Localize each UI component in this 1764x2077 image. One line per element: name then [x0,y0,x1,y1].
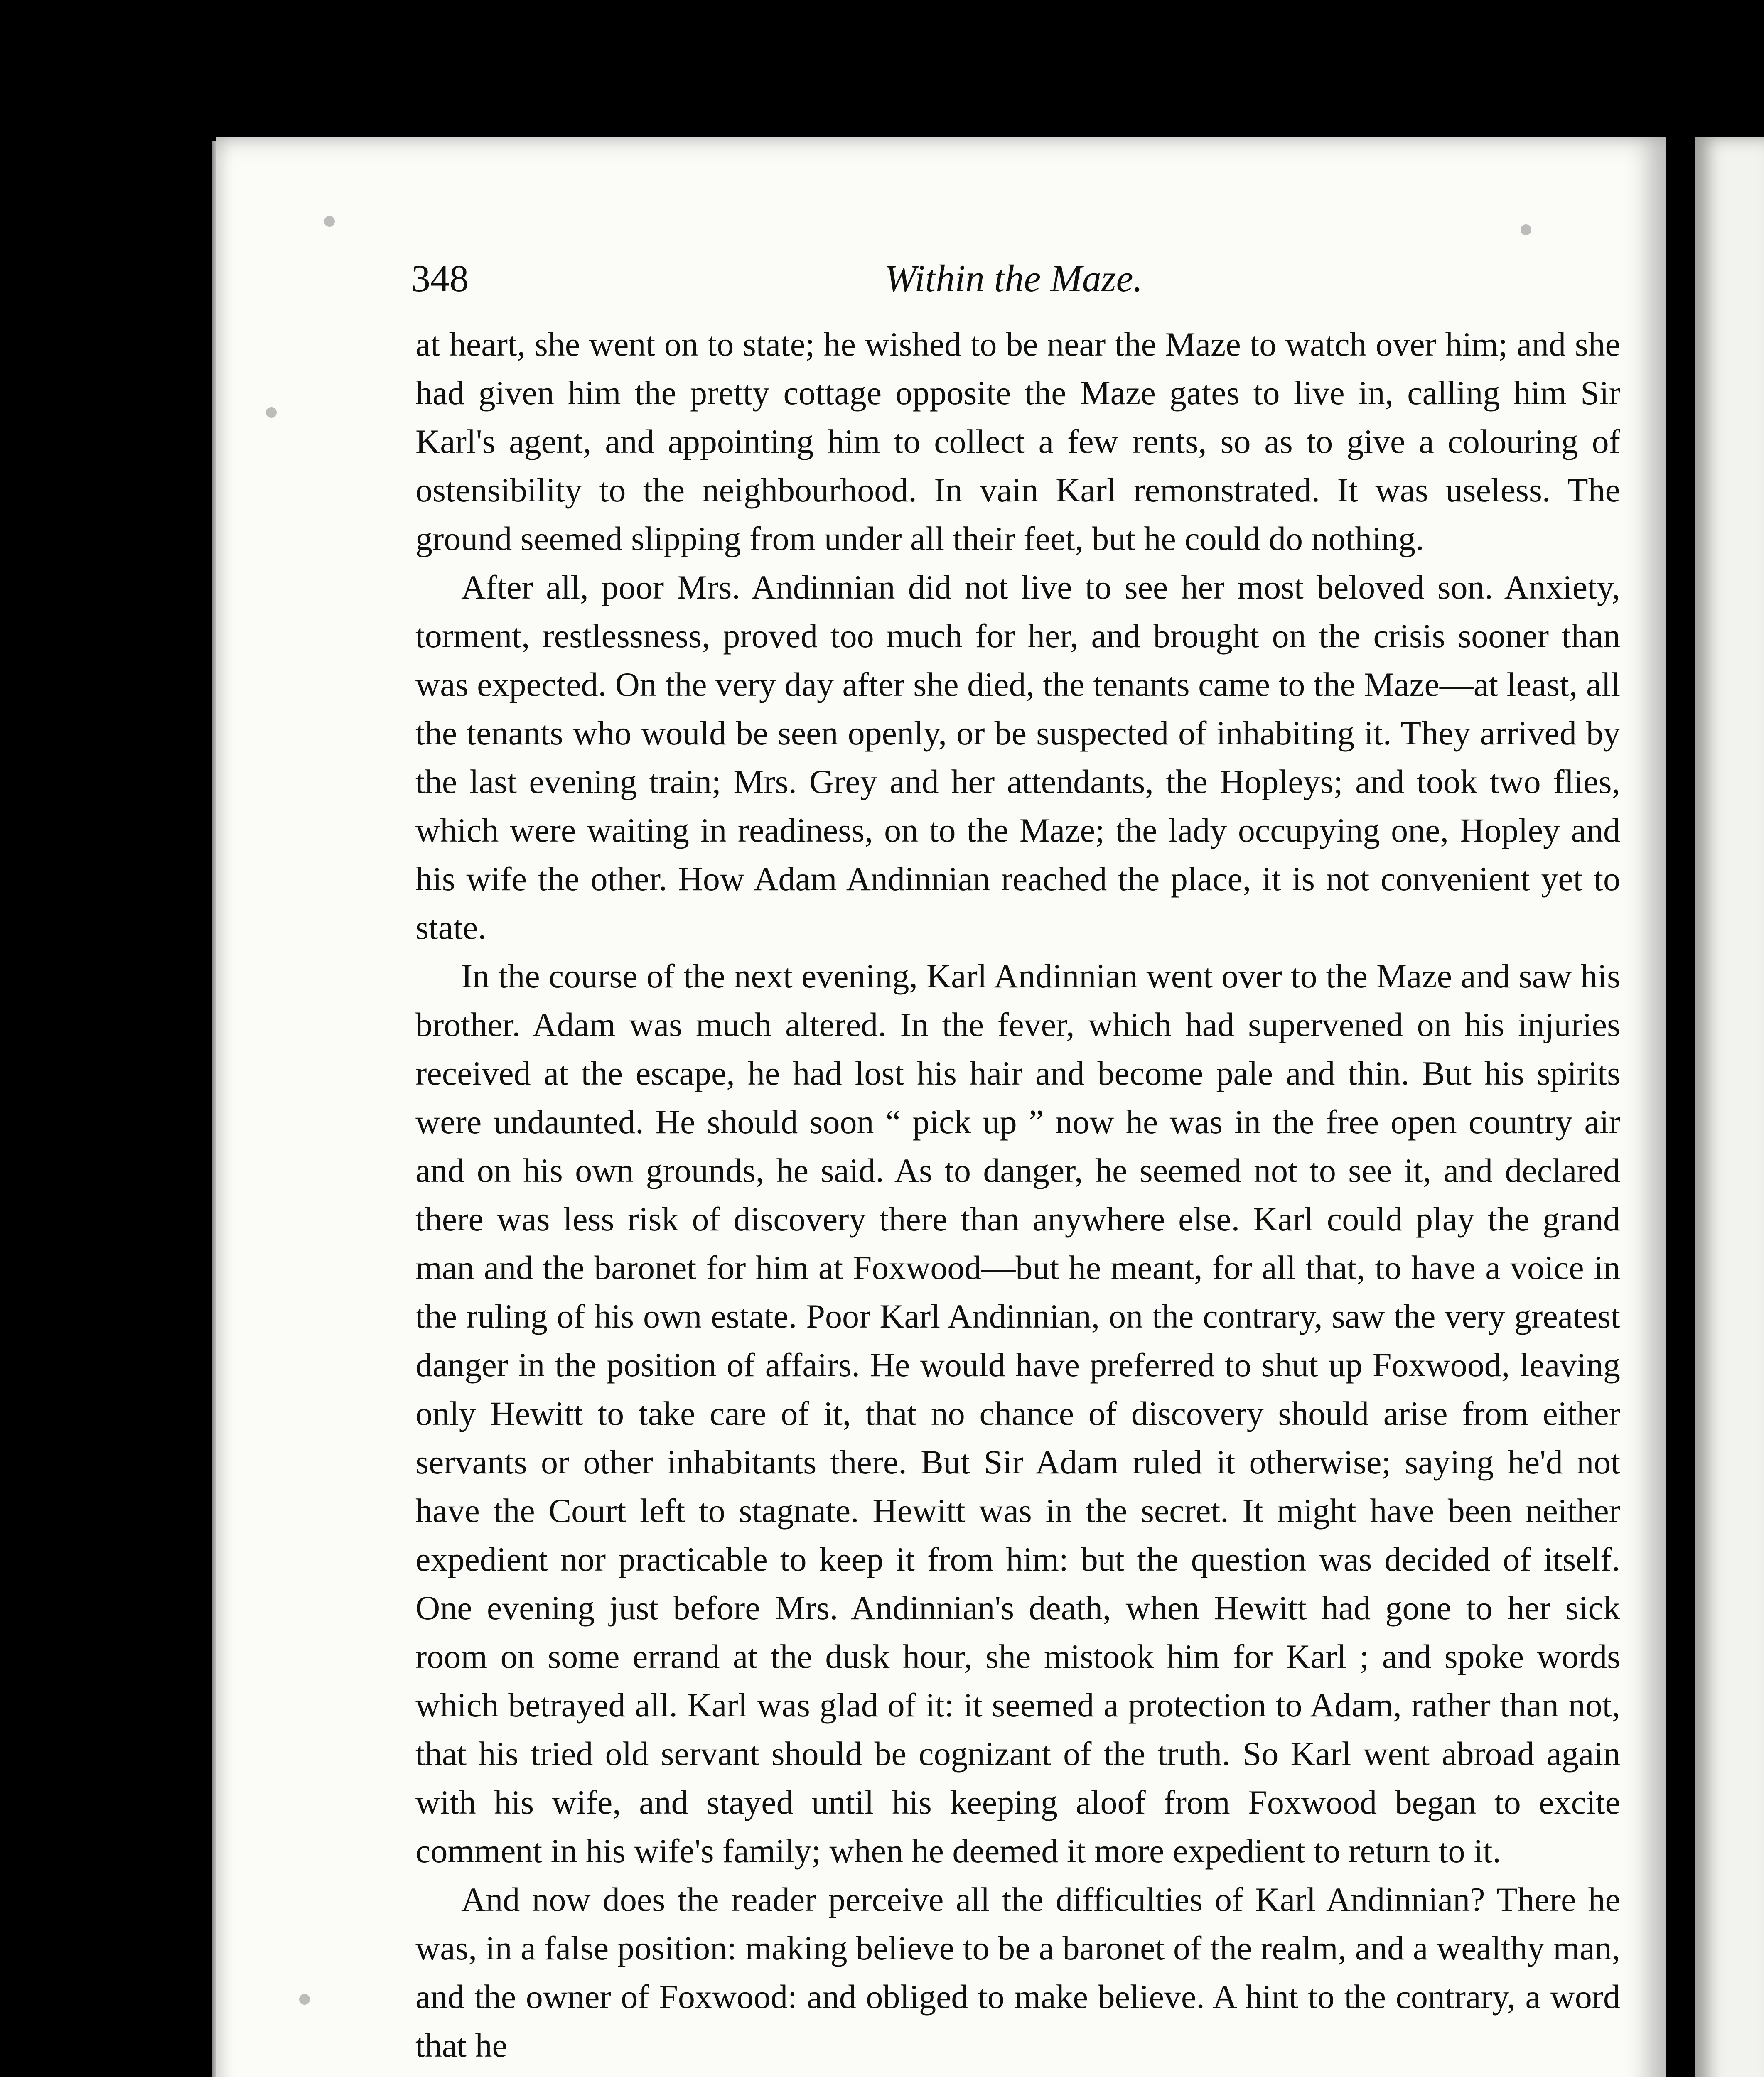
dust-speck [299,1994,310,2005]
running-title: Within the Maze. [884,257,1143,300]
dust-speck [266,407,277,418]
paragraph: And now does the reader perceive all the difficulties of Karl Andinnian? There he was, in a false position: making believe to be a baronet of the realm, and a wealthy man, and the owner of Foxwood: and obliged to make believe. A hint to the contrary, a word that he [415,1881,1620,2064]
facing-page-edge [1695,137,1764,2077]
page-number: 348 [411,257,469,300]
paragraph-continued: at heart, she went on to state; he wished to be near the Maze to watch over him; and she had given him the pretty cottage opposite the Maze gates to live in, calling him Sir Karl's agent, and appointing him to collect a few rents, so as to give a colouring of ostensibility to the neighbourhood. In vain Karl remonstrated. It was useless. The ground seemed slipping from under all their feet, but he could do nothing. [415,325,1620,557]
paragraph: In the course of the next evening, Karl Andinnian went over to the Maze and saw his brother. Adam was much altered. In the fever, which had supervened on his injuries received at the escape, he had lost his hair and become pale and thin. But his spirits were undaunted. He should soon “ pick up ” now he was in the free open country air and on his own grounds, he said. As to danger, he seemed not to see it, and declared there was less risk of discovery there than anywhere else. Karl could play the grand man and the baronet for him at Foxwood—but he meant, for all that, to have a voice in the ruling of his own estate. Poor Karl Andinnian, on the contrary, saw the very greatest danger in the position of affairs. He would have preferred to shut up Foxwood, leaving only Hewitt to take care of it, that no chance of discovery should arise from either servants or other inhabitants there. But Sir Adam ruled it otherwise; saying he'd not have the Court left to stagnate. Hewitt was in the secret. It might have been neither expedient nor practicable to keep it from him: but the question was decided of itself. One evening just before Mrs. Andinnian's death, when Hewitt had gone to her sick room on some errand at the dusk hour, she mistook him for Karl ; and spoke words which betrayed all. Karl was glad of it: it seemed a protection to Adam, rather than not, that his tried old servant should be cognizant of the truth. So Karl went abroad again with his wife, and stayed until his keeping aloof from Foxwood began to excite comment in his wife's family; when he deemed it more expedient to return to it. [415,957,1620,1870]
running-head [411,253,1616,303]
dust-speck [324,216,335,227]
body-text [415,320,1620,2070]
dust-speck [1521,224,1531,235]
paragraph: After all, poor Mrs. Andinnian did not live to see her most beloved son. Anxiety, torment, restlessness, proved too much for her, and brought on the crisis sooner than was expected. On the very day after she died, the tenants came to the Maze—at least, all the tenants who would be seen openly, or be suspected of inhabiting it. They arrived by the last evening train; Mrs. Grey and her attendants, the Hopleys; and took two flies, which were waiting in readiness, on to the Maze; the lady occupying one, Hopley and his wife the other. How Adam Andinnian reached the place, it is not convenient yet to state. [415,568,1620,946]
